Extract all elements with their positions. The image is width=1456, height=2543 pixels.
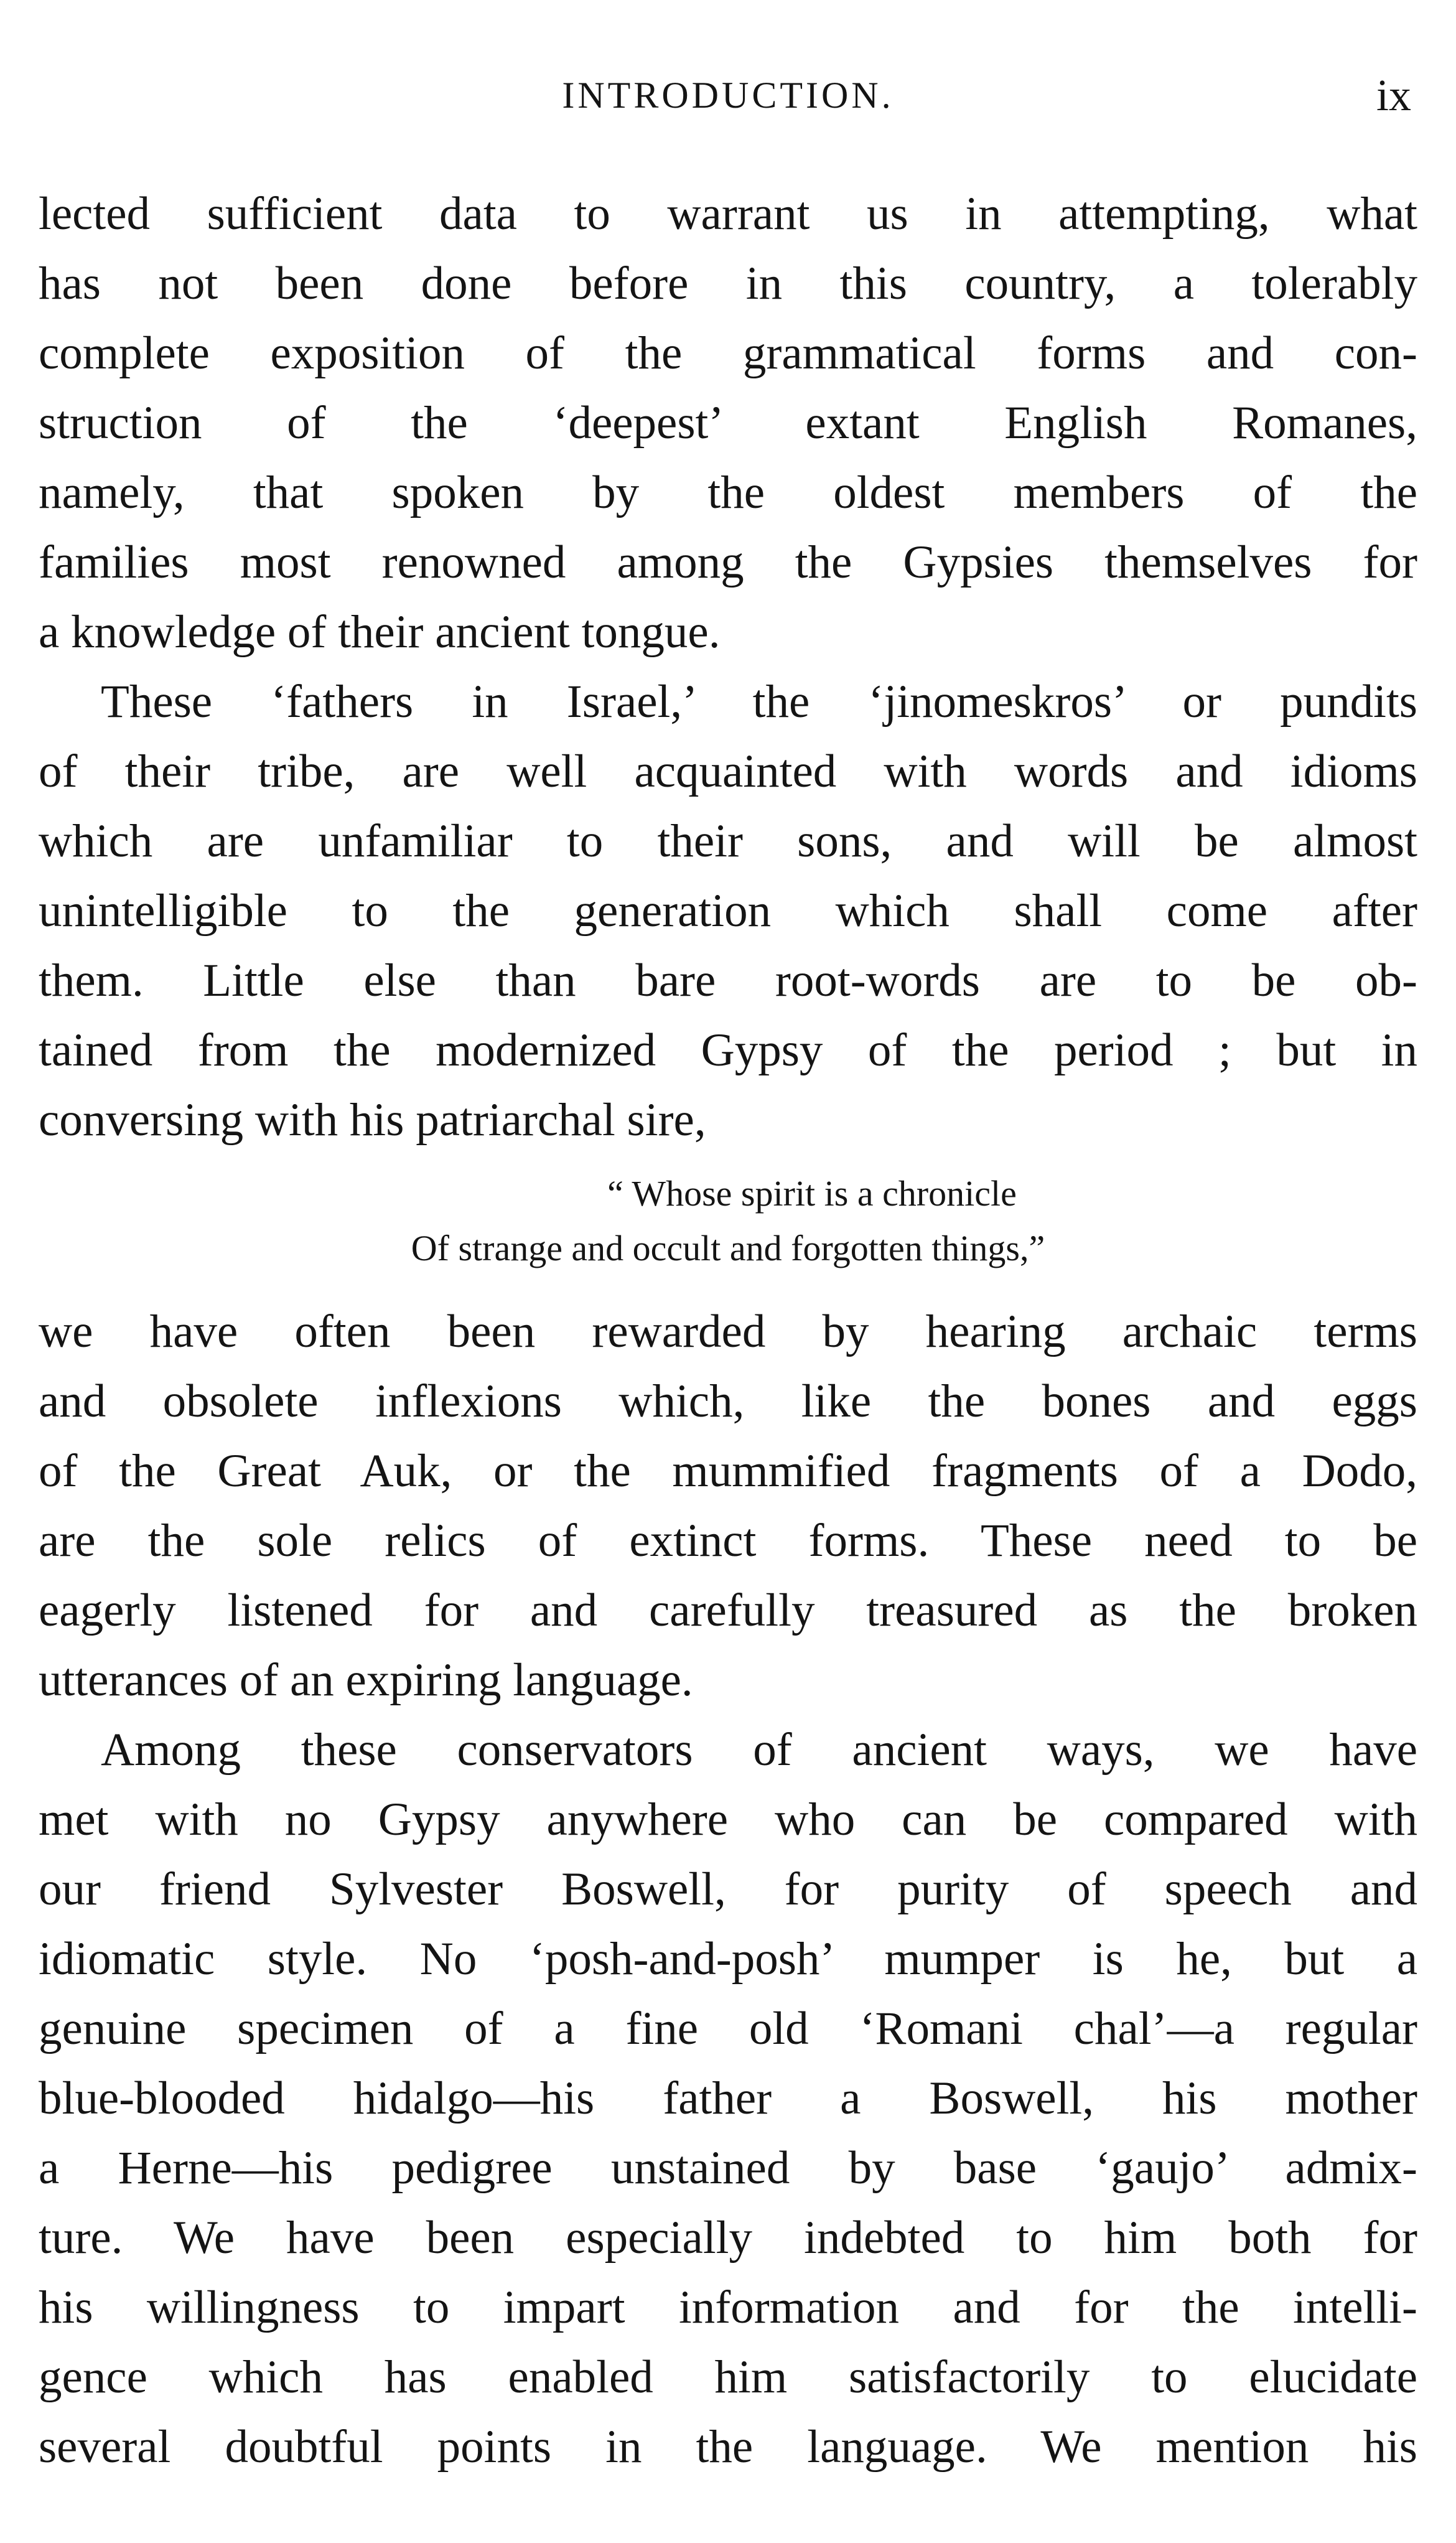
paragraph-2-continuation xyxy=(39,1297,1417,1715)
text-line: of the Great Auk, or the mummified fragments of a Dodo, xyxy=(39,1445,1417,1497)
text-line: met with no Gypsy anywhere who can be compared with xyxy=(39,1794,1417,1845)
page-number: ix xyxy=(1376,70,1411,120)
running-head xyxy=(39,67,1417,123)
text-line: namely, that spoken by the oldest members of the xyxy=(39,467,1417,518)
running-title: INTRODUCTION. xyxy=(562,75,894,116)
paragraph-3 xyxy=(39,1715,1417,2482)
text-line: lected sufficient data to warrant us in attempting, what xyxy=(39,188,1417,240)
text-line: our friend Sylvester Boswell, for purity of speech and xyxy=(39,1863,1417,1915)
text-line: we have often been rewarded by hearing archaic terms xyxy=(39,1306,1417,1357)
text-line: a knowledge of their ancient tongue. xyxy=(39,606,721,658)
text-line: blue-blooded hidalgo—his father a Boswell, his mother xyxy=(39,2072,1417,2124)
text-line: of their tribe, are well acquainted with words and idioms xyxy=(39,746,1417,797)
text-line: ture. We have been especially indebted to him both for xyxy=(39,2212,1417,2264)
quote-line: “ Whose spirit is a chronicle xyxy=(607,1173,1017,1214)
text-line: eagerly listened for and carefully treasured as the broken xyxy=(39,1585,1417,1636)
text-line: several doubtful points in the language. We mention his xyxy=(39,2421,1417,2473)
text-line: Among these conservators of ancient ways, we have xyxy=(101,1724,1417,1776)
quote-line: Of strange and occult and forgotten things,” xyxy=(411,1228,1045,1268)
text-line: conversing with his patriarchal sire, xyxy=(39,1094,706,1146)
text-line: These ‘fathers in Israel,’ the ‘jinomeskros’ or pundits xyxy=(101,676,1417,728)
paragraph-2 xyxy=(39,667,1417,1155)
text-line: idiomatic style. No ‘posh-and-posh’ mumper is he, but a xyxy=(39,1933,1417,1985)
text-line: struction of the ‘deepest’ extant English Romanes, xyxy=(39,397,1417,449)
text-line: unintelligible to the generation which shall come after xyxy=(39,885,1417,937)
body-text xyxy=(39,179,1417,2482)
text-line: genuine specimen of a fine old ‘Romani chal’—a regular xyxy=(39,2003,1417,2054)
text-line: his willingness to impart information and for the intelli- xyxy=(39,2282,1417,2333)
text-line: which are unfamiliar to their sons, and will be almost xyxy=(39,815,1417,867)
text-line: and obsolete inflexions which, like the bones and eggs xyxy=(39,1375,1417,1427)
text-line: gence which has enabled him satisfactorily to elucidate xyxy=(39,2351,1417,2403)
text-line: a Herne—his pedigree unstained by base ‘gaujo’ admix- xyxy=(39,2142,1417,2194)
text-line: utterances of an expiring language. xyxy=(39,1654,693,1706)
paragraph-1 xyxy=(39,179,1417,667)
text-line: them. Little else than bare root-words are to be ob- xyxy=(39,955,1417,1006)
text-line: tained from the modernized Gypsy of the period ; but in xyxy=(39,1024,1417,1076)
text-line: has not been done before in this country, a tolerably xyxy=(39,258,1417,309)
text-line: complete exposition of the grammatical forms and con- xyxy=(39,327,1417,379)
text-line: families most renowned among the Gypsies themselves for xyxy=(39,536,1417,588)
text-line: are the sole relics of extinct forms. These need to be xyxy=(39,1515,1417,1567)
block-quote xyxy=(39,1155,1417,1297)
